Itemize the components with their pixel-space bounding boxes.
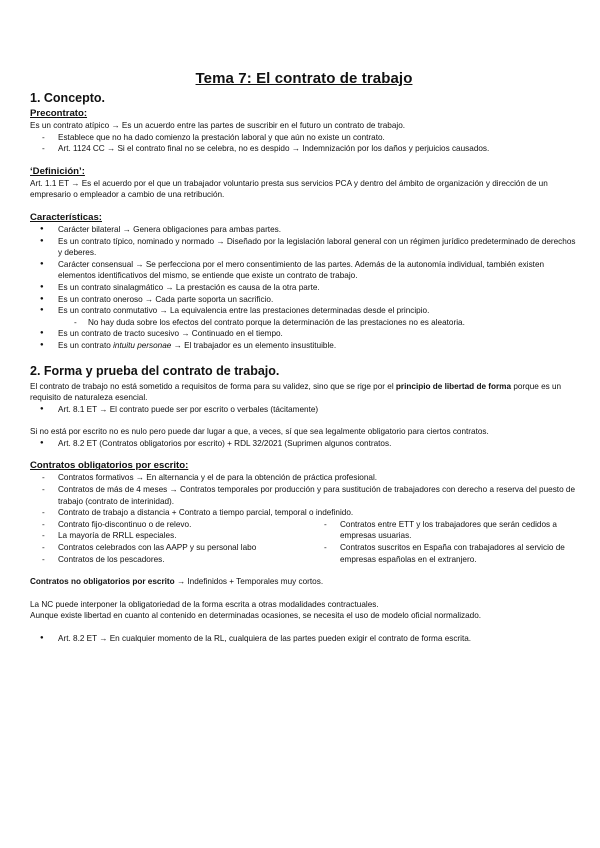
list-item: ● Art. 8.1 ET → El contrato puede ser por escrito o verbales (tácitamente) (30, 404, 578, 416)
list-item: - Contratos entre ETT y los trabajadores que serán cedidos a empresas usuarias. (312, 519, 578, 542)
nc-text-1: La NC puede interponer la obligatoriedad de la forma escrita a otras modalidades contractuales. (30, 599, 379, 609)
nc-text-2: Aunque existe libertad en cuanto al contenido en determinadas ocasiones, se necesita el uso de modelo oficial normalizado. (30, 611, 482, 621)
list-item: - Contrato de trabajo a distancia + Contrato a tiempo parcial, temporal o indefinido. (30, 507, 578, 519)
list-item: ● Carácter bilateral → Genera obligaciones para ambas partes. (30, 224, 578, 236)
list-item: ● Es un contrato oneroso → Cada parte soporta un sacrificio. (30, 294, 578, 306)
list-item: ● Es un contrato sinalagmático → La prestación es causa de la otra parte. (30, 282, 578, 294)
list-item: ● Es un contrato de tracto sucesivo → Continuado en el tiempo. (30, 328, 578, 340)
latin-term: intuitu personae (113, 340, 172, 350)
list-item: - Contratos formativos → En alternancia y el de para la obtención de práctica profesional. (30, 472, 578, 484)
definicion-text: Art. 1.1 ET → Es el acuerdo por el que un trabajador voluntario presta sus servicios PCA y dentro del ámbito de organización y dirección de un empresario o empleador a cambio de una retribución. (30, 178, 548, 200)
list-item: ● Carácter consensual → Se perfecciona por el mero consentimiento de las partes. Además de la autonomía individual, también existen elementos identificativos del mismo, se entiende que existe un contrato de trabajo. (30, 259, 578, 282)
list-item: ● Es un contrato típico, nominado y normado → Diseñado por la legislación laboral general con un régimen jurídico predeterminado de derechos y deberes. (30, 236, 578, 259)
list-item (30, 305, 578, 328)
obligatorios-columns (30, 519, 578, 565)
list-item: - Contratos celebrados con las AAPP y su personal labo (30, 542, 312, 554)
list-item: - Contratos suscritos en España con trabajadores al servicio de empresas españolas en el extranjero. (312, 542, 578, 565)
obligatorios-label: Contratos obligatorios por escrito: (30, 460, 189, 472)
art81-list (30, 404, 578, 416)
section-forma-heading: 2. Forma y prueba del contrato de trabajo. (30, 363, 280, 378)
caracteristicas-label: Características: (30, 211, 102, 223)
forma-intro: El contrato de trabajo no está sometido a requisitos de forma para su validez, sino que se rige por el principio de libertad de forma porque es un requisito de naturaleza esencial. (30, 381, 562, 403)
obligatorios-left-list (30, 519, 312, 565)
no-obligatorios-text: Contratos no obligatorios por escrito → Indefinidos + Temporales muy cortos. (30, 577, 324, 587)
obligatorios-list (30, 472, 578, 518)
list-item: ● Art. 8.2 ET (Contratos obligatorios por escrito) + RDL 32/2021 (Suprimen algunos contratos. (30, 438, 578, 450)
list-item (30, 340, 578, 352)
principle-highlight: principio de libertad de forma (395, 381, 512, 391)
si-no-text: Si no está por escrito no es nulo pero puede dar lugar a que, a veces, sí que sea legalmente obligatorio para ciertos contratos. (30, 427, 489, 437)
list-item: - Art. 1124 CC → Si el contrato final no se celebra, no es despido → Indemnización por los daños y perjuicios causados. (30, 143, 578, 155)
obligatorios-right-list (312, 519, 578, 565)
precontrato-text: Es un contrato atípico → Es un acuerdo entre las partes de suscribir en el futuro un contrato de trabajo. (30, 121, 406, 130)
definicion-label: ‘Definición’: (30, 165, 85, 177)
list-item-text: Es un contrato (58, 340, 111, 350)
list-item-text: Es un contrato conmutativo → La equivalencia entre las prestaciones determinadas desde el principio. (58, 306, 430, 316)
list-item: ● Art. 8.2 ET → En cualquier momento de la RL, cualquiera de las partes pueden exigir el contrato de forma escrita. (30, 633, 578, 645)
page-title: Tema 7: El contrato de trabajo (195, 70, 413, 87)
precontrato-label: Precontrato: (30, 108, 88, 119)
section-concepto-heading: 1. Concepto. (30, 91, 106, 105)
sub-list-item: - No hay duda sobre los efectos del contrato porque la determinación de las prestaciones no es aleatoria. (58, 317, 578, 329)
caracteristicas-list (30, 224, 578, 352)
caracteristicas-sublist (58, 317, 578, 329)
list-item: - La mayoría de RRLL especiales. (30, 530, 312, 542)
list-item: - Contratos de los pescadores. (30, 554, 312, 566)
no-obligatorios-label: Contratos no obligatorios por escrito (30, 577, 175, 587)
precontrato-list (30, 132, 578, 155)
list-item: - Contrato fijo-discontinuo o de relevo. (30, 519, 312, 531)
list-item: - Contratos de más de 4 meses → Contratos temporales por producción y para sustitución de trabajadores con derecho a reserva del puesto de trabajo (contrato de interinidad). (30, 484, 578, 507)
list-item-text: → El trabajador es un elemento insustituible. (173, 340, 337, 350)
list-item: - Establece que no ha dado comienzo la prestación laboral y que aún no existe un contrato. (30, 132, 578, 144)
art82-list (30, 438, 578, 450)
art82b-list (30, 633, 578, 645)
